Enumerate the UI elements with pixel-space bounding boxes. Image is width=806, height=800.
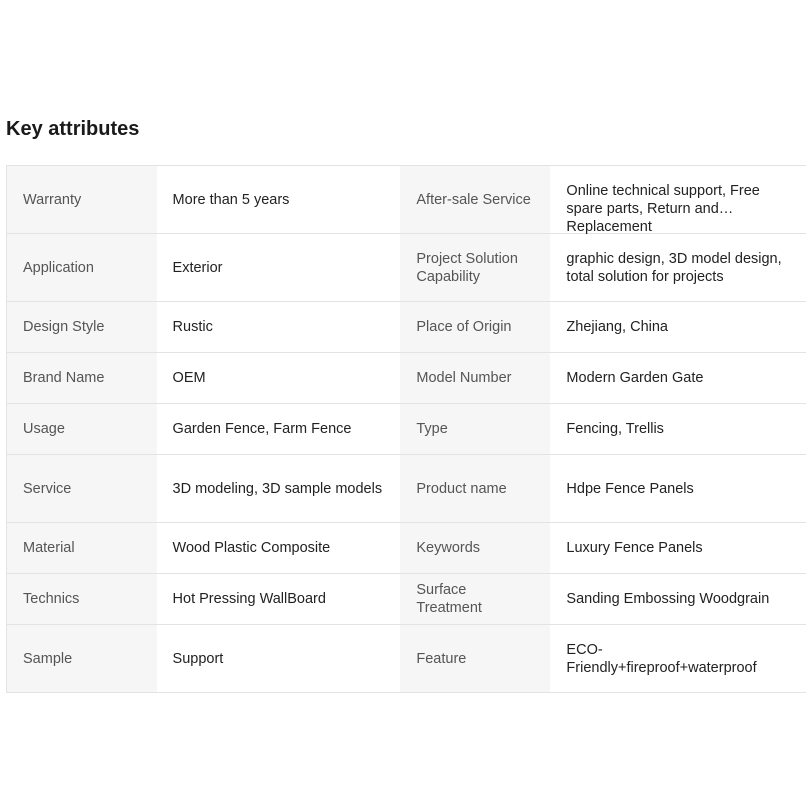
attribute-value: Zhejiang, China bbox=[550, 302, 806, 353]
attribute-value: Luxury Fence Panels bbox=[550, 523, 806, 574]
attribute-name bbox=[400, 234, 550, 302]
attribute-value-text: ECO-Friendly+fireproof+waterproof bbox=[566, 641, 757, 676]
table-row bbox=[7, 455, 806, 523]
attribute-value: Fencing, Trellis bbox=[550, 404, 806, 455]
attribute-value: Support bbox=[157, 625, 401, 693]
attribute-name: Surface Treatment bbox=[400, 574, 550, 625]
attribute-name: Usage bbox=[7, 404, 157, 455]
attribute-value: Wood Plastic Composite bbox=[157, 523, 401, 574]
attribute-name: After-sale Service bbox=[400, 166, 550, 234]
attribute-value: Hdpe Fence Panels bbox=[550, 455, 806, 523]
attribute-value: Rustic bbox=[157, 302, 401, 353]
attribute-name: Design Style bbox=[7, 302, 157, 353]
attribute-name: Technics bbox=[7, 574, 157, 625]
table-row bbox=[7, 302, 806, 353]
table-row bbox=[7, 353, 806, 404]
attribute-name: Feature bbox=[400, 625, 550, 693]
attribute-name: Model Number bbox=[400, 353, 550, 404]
attribute-name: Service bbox=[7, 455, 157, 523]
table-row bbox=[7, 625, 806, 693]
attribute-name: Place of Origin bbox=[400, 302, 550, 353]
attribute-value: Sanding Embossing Woodgrain bbox=[550, 574, 806, 625]
attribute-value-text: Online technical support, Free spare parts, Return and Replacement bbox=[566, 182, 760, 235]
attribute-value bbox=[157, 455, 401, 523]
attribute-name: Sample bbox=[7, 625, 157, 693]
attribute-name: Warranty bbox=[7, 166, 157, 234]
table-row bbox=[7, 404, 806, 455]
key-attributes-table bbox=[6, 165, 806, 693]
attribute-value-text: graphic design, 3D model design, total solution for projects bbox=[566, 250, 782, 285]
attribute-name: Keywords bbox=[400, 523, 550, 574]
table-row bbox=[7, 574, 806, 625]
attribute-name: Material bbox=[7, 523, 157, 574]
table-row bbox=[7, 166, 806, 234]
table-row bbox=[7, 234, 806, 302]
attribute-name: Product name bbox=[400, 455, 550, 523]
attribute-value: OEM bbox=[157, 353, 401, 404]
attribute-value: Exterior bbox=[157, 234, 401, 302]
attribute-name: Brand Name bbox=[7, 353, 157, 404]
attribute-value bbox=[550, 234, 806, 302]
attribute-value bbox=[550, 625, 806, 693]
attribute-value-text: 3D modeling, 3D sample models bbox=[172, 480, 383, 497]
attribute-value bbox=[550, 166, 806, 234]
section-title: Key attributes bbox=[6, 118, 140, 140]
attribute-name-text: Project Solution Capability bbox=[416, 250, 518, 285]
attribute-value: Hot Pressing WallBoard bbox=[157, 574, 401, 625]
attribute-name: Application bbox=[7, 234, 157, 302]
table-row bbox=[7, 523, 806, 574]
attribute-value: More than 5 years bbox=[157, 166, 401, 234]
attribute-name: Type bbox=[400, 404, 550, 455]
attribute-value: Modern Garden Gate bbox=[550, 353, 806, 404]
attribute-value: Garden Fence, Farm Fence bbox=[157, 404, 401, 455]
